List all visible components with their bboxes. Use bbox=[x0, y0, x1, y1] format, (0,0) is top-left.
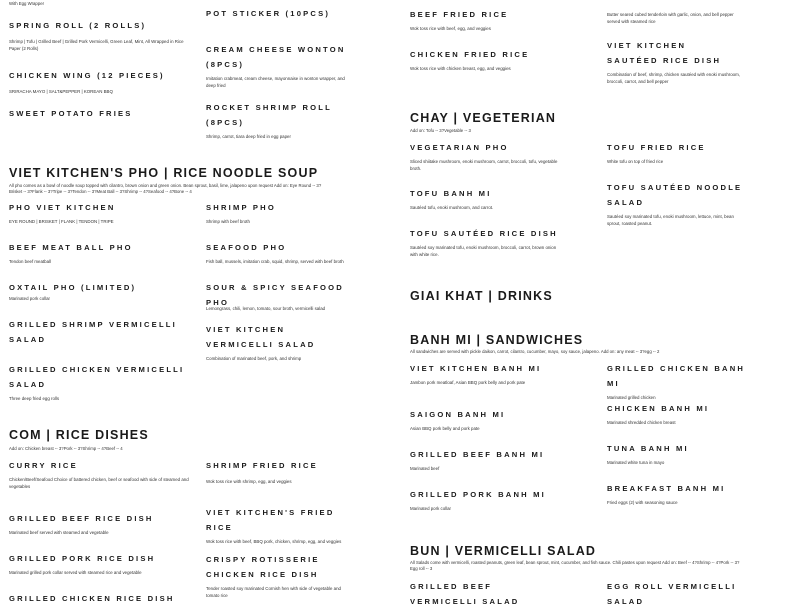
item-name: EGG ROLL VERMICELLI SALAD bbox=[607, 582, 737, 606]
item-desc: Fried eggs (2) with seasoning sauce bbox=[607, 500, 678, 505]
menu-item bbox=[206, 458, 346, 486]
item-desc: Sliced shiitake mushroom, enoki mushroom, carrot, broccoli, tofu, vegetable broth. bbox=[410, 159, 558, 171]
item-name: TOFU SAUTÉED RICE DISH bbox=[410, 229, 558, 238]
menu-item bbox=[607, 401, 757, 427]
item-desc: Imitation crabmeat, cream cheese, mayonnaise in wonton wrapper, and deep fried bbox=[206, 76, 345, 88]
item-name: BEEF FRIED RICE bbox=[410, 10, 509, 19]
menu-item bbox=[607, 140, 747, 166]
item-desc: Wok toss rice with beef, egg, and veggies bbox=[410, 26, 491, 31]
menu-item bbox=[410, 407, 560, 433]
item-desc: Lemongrass, chili, lemon, tomato, sour broth, vermicelli salad bbox=[206, 306, 326, 311]
item-name: GRILLED BEEF VERMICELLI SALAD bbox=[410, 582, 520, 606]
menu-item bbox=[206, 42, 346, 89]
item-name: VIET KITCHEN'S FRIED RICE bbox=[206, 508, 335, 532]
menu-item bbox=[9, 551, 189, 577]
item-name: POT STICKER (10PCS) bbox=[206, 9, 331, 18]
item-name: OXTAIL PHO (LIMITED) bbox=[9, 283, 137, 292]
item-name: TOFU FRIED RICE bbox=[607, 143, 706, 152]
item-desc: Wok toss rice with chicken breast, egg, and veggies bbox=[410, 66, 511, 71]
item-desc: Marinated grilled chicken bbox=[607, 395, 656, 400]
item-desc: Marinated white tuna in mayo bbox=[607, 460, 665, 465]
item-name: VIET KITCHEN BANH MI bbox=[410, 364, 542, 373]
menu-page-right bbox=[405, 0, 800, 606]
item-desc: Tendon beef meatball bbox=[9, 259, 51, 264]
item-name: CHICKEN BANH MI bbox=[607, 404, 710, 413]
item-name: VIET KITCHEN SAUTÉED RICE DISH bbox=[607, 41, 722, 65]
item-desc: SRIRACHA MAYO | SALT&PEPPER | KOREAN BBQ bbox=[9, 89, 113, 94]
menu-item bbox=[206, 505, 346, 546]
item-name: TOFU BANH MI bbox=[410, 189, 492, 198]
item-desc: Asian BBQ pork belly and pork pate bbox=[410, 426, 480, 431]
item-desc: Wok toss rice with shrimp, egg, and veggies bbox=[206, 479, 292, 484]
section-sub-bun: All Salads come with vermicelli, roasted peanuts, green leaf, bean sprout, mint, cucumber, and fish sauce. Chili pastes upon request Add on: Beef -- 4?Shrimp -- 4?Pork -- 3?Egg roll -- 3 bbox=[410, 560, 740, 572]
item-name: GRILLED CHICKEN BANH MI bbox=[607, 364, 746, 388]
item-name: GRILLED PORK RICE DISH bbox=[9, 554, 156, 563]
section-title-chay: CHAY | VEGETERIAN bbox=[410, 111, 557, 125]
menu-item bbox=[410, 7, 590, 33]
item-name: SAIGON BANH MI bbox=[410, 410, 506, 419]
menu-item bbox=[410, 579, 560, 609]
menu-item bbox=[206, 322, 346, 363]
item-desc: Sautéed tofu, enoki mushroom, and carrot. bbox=[410, 205, 494, 210]
item-name: SEAFOOD PHO bbox=[206, 243, 287, 252]
menu-item bbox=[410, 47, 590, 73]
item-name: CHICKEN FRIED RICE bbox=[410, 50, 530, 59]
menu-item bbox=[607, 361, 757, 402]
item-name: ROCKET SHRIMP ROLL (8PCS) bbox=[206, 103, 332, 127]
item-desc: White tofu on top of fried rice bbox=[607, 159, 664, 164]
item-name: CURRY RICE bbox=[9, 461, 78, 470]
section-title-bun: BUN | VERMICELLI SALAD bbox=[410, 544, 597, 558]
item-desc: Shrimp, carrot, tiara deep fried in egg paper bbox=[206, 134, 291, 139]
menu-item bbox=[607, 481, 757, 507]
item-name: VEGETARIAN PHO bbox=[410, 143, 509, 152]
item-desc: Marinated beef served with steamed and vegetable bbox=[9, 530, 109, 535]
item-name: TOFU SAUTÉED NOODLE SALAD bbox=[607, 183, 743, 207]
menu-item bbox=[9, 458, 189, 490]
section-title-pho: VIET KITCHEN'S PHO | RICE NOODLE SOUP bbox=[9, 166, 319, 180]
item-desc: Chicken/Beef/Seafood Choice of battered chicken, beef or seafood with side of steamed and vegetables bbox=[9, 477, 189, 489]
item-desc: Marinated pork collar bbox=[410, 506, 451, 511]
menu-item bbox=[206, 100, 346, 141]
item-name: TUNA BANH MI bbox=[607, 444, 689, 453]
item-desc: Wok toss rice with beef, BBQ pork, chicken, shrimp, egg, and veggies bbox=[206, 539, 342, 544]
menu-item bbox=[9, 591, 189, 606]
menu-item bbox=[607, 10, 742, 25]
menu-page-left bbox=[0, 0, 400, 603]
menu-item bbox=[9, 240, 189, 266]
item-desc: Shrimp | Tofu | Grilled Beef | Grilled Pork Vermicelli, Green Leaf, Mint, All Wrapped in Rice Paper (2 Rolls) bbox=[9, 39, 184, 51]
section-sub-com: Add on: Chicken breast -- 3?Pork -- 3?Shrimp -- 4?Beef -- 4 bbox=[9, 446, 123, 451]
item-desc: Combination of beef, shrimp, chicken sautéed with enoki mushroom, broccoli, carrot, and bell pepper bbox=[607, 72, 741, 84]
item-desc: Fish ball, mussels, imitation crab, squid, shrimp, served with beef broth bbox=[206, 259, 344, 264]
menu-item bbox=[410, 487, 560, 513]
item-desc: Three deep fried egg rolls bbox=[9, 396, 60, 401]
item-desc: EYE ROUND | BRISKET | FLANK | TENDON | TRIPE bbox=[9, 219, 114, 224]
item-desc: Jambon pork meatloaf, Asian BBQ pork belly and pork pate bbox=[410, 380, 526, 385]
menu-item bbox=[410, 226, 560, 258]
menu-item bbox=[206, 552, 346, 599]
menu-item bbox=[607, 441, 757, 467]
menu-item bbox=[607, 38, 742, 85]
section-sub-banh-mi: All sandwiches are served with pickle daikon, carrot, cilantro, cucumber, mayo, soy sauce, jalapeno. Add on: any meat -- 3?egg -- 2 bbox=[410, 349, 660, 354]
menu-item bbox=[9, 200, 189, 226]
menu-item bbox=[9, 317, 189, 347]
item-name: SHRIMP FRIED RICE bbox=[206, 461, 318, 470]
section-title-drinks: GIAI KHAT | DRINKS bbox=[410, 289, 553, 303]
menu-item bbox=[410, 361, 560, 387]
item-name: SWEET POTATO FRIES bbox=[9, 109, 133, 118]
item-name: CHICKEN WING (12 PIECES) bbox=[9, 71, 165, 80]
menu-item bbox=[206, 280, 346, 310]
item-desc: Marinated grilled pork collar served with steamed rice and vegetable bbox=[9, 570, 142, 575]
item-desc: Butter seared cubed tenderloin with garlic, onion, and bell pepper served with steamed rice bbox=[607, 12, 734, 24]
section-title-com: COM | RICE DISHES bbox=[9, 428, 149, 442]
item-desc: Sautéed soy marinated tofu, enoki mushroom, broccoli, carrot, brown onion with white rice. bbox=[410, 245, 557, 257]
item-name: GRILLED SHRIMP VERMICELLI SALAD bbox=[9, 320, 177, 344]
item-name: GRILLED BEEF BANH MI bbox=[410, 450, 545, 459]
menu-item bbox=[410, 447, 560, 473]
menu-item bbox=[9, 362, 189, 403]
item-name: GRILLED PORK BANH MI bbox=[410, 490, 546, 499]
menu-item bbox=[410, 186, 560, 212]
intro-note: With Egg Wrapper bbox=[9, 1, 45, 6]
menu-item bbox=[9, 511, 189, 537]
item-name: PHO VIET KITCHEN bbox=[9, 203, 116, 212]
item-desc: Marinated beef bbox=[410, 466, 440, 471]
item-name: GRILLED CHICKEN RICE DISH bbox=[9, 594, 175, 603]
item-name: VIET KITCHEN VERMICELLI SALAD bbox=[206, 325, 316, 349]
item-name: CREAM CHEESE WONTON (8PCS) bbox=[206, 45, 346, 69]
menu-item bbox=[9, 106, 189, 121]
menu-item bbox=[607, 579, 757, 609]
item-name: CRISPY ROTISSERIE CHICKEN RICE DISH bbox=[206, 555, 320, 579]
menu-item bbox=[9, 18, 189, 52]
item-name: SPRING ROLL (2 ROLLS) bbox=[9, 21, 147, 30]
item-desc: Tender roasted soy marinated Cornish hen with side of vegetable and tomato rice bbox=[206, 586, 341, 598]
menu-item bbox=[206, 200, 346, 226]
item-name: BREAKFAST BANH MI bbox=[607, 484, 726, 493]
section-sub-chay: Add on: Tofu -- 3?Vegetable -- 3 bbox=[410, 128, 471, 133]
item-desc: Combination of marinated beef, pork, and shrimp bbox=[206, 356, 302, 361]
section-title-banh-mi: BANH MI | SANDWICHES bbox=[410, 333, 584, 347]
item-desc: Sautéed soy marinated tofu, enoki mushroom, lettuce, mint, bean sprout, roasted peanut. bbox=[607, 214, 734, 226]
item-name: SHRIMP PHO bbox=[206, 203, 276, 212]
item-name: GRILLED CHICKEN VERMICELLI SALAD bbox=[9, 365, 185, 389]
item-desc: Shrimp with beef broth bbox=[206, 219, 250, 224]
item-desc: Marinated pork collar bbox=[9, 296, 50, 301]
item-name: BEEF MEAT BALL PHO bbox=[9, 243, 133, 252]
item-desc: Marinated shredded chicken breast bbox=[607, 420, 676, 425]
menu-item bbox=[607, 180, 747, 227]
item-name: GRILLED BEEF RICE DISH bbox=[9, 514, 154, 523]
menu-item bbox=[206, 6, 346, 21]
section-sub-pho: All pho comes as a bowl of noodle soup topped with cilantro, brown onion and green onion. Bean sprout, basil, lime, jalapeno upon request Add on: Eye Round -- 3? Brisket -- 3?Flank -- 3?Tripe -- 3?Tendon -- 3?Meat Ball -- 3?Shrimp -- 4?Seafood -- 4?Bone -- 4 bbox=[9, 183, 322, 195]
menu-item bbox=[206, 240, 346, 266]
menu-item bbox=[9, 280, 189, 303]
item-name: SOUR & SPICY SEAFOOD PHO bbox=[206, 283, 344, 307]
menu-item bbox=[410, 140, 560, 172]
menu-item bbox=[9, 68, 189, 96]
